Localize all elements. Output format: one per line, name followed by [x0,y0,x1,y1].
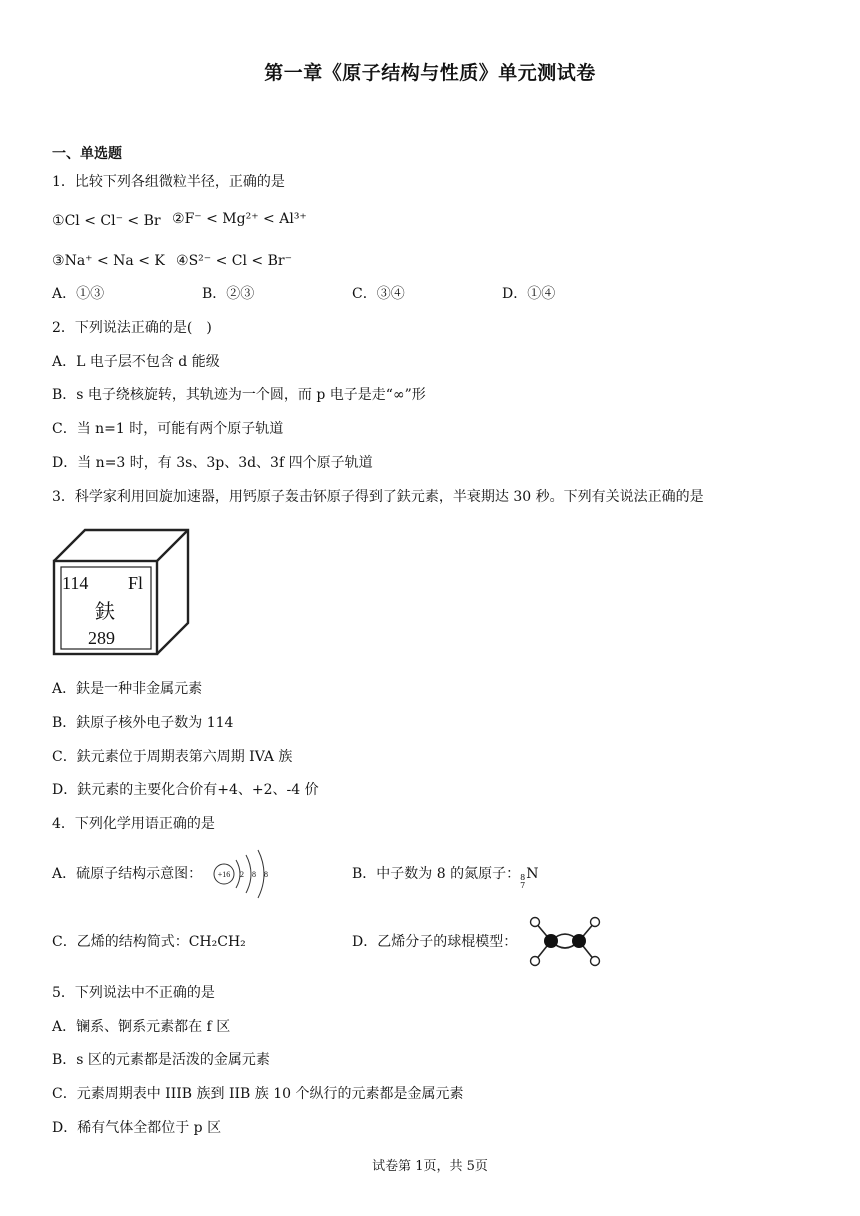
q1-option-a[interactable]: A．①③ [52,286,105,302]
q4-option-c-label: C．乙烯的结构简式： [52,934,189,950]
q5-stem: 5．下列说法中不正确的是 [52,985,215,1001]
carbon-atom-left [544,934,558,948]
q4-option-d[interactable]: D．乙烯分子的球棍模型： [352,934,518,950]
q1-item-2-mark: ② [172,211,185,227]
q5-option-a[interactable]: A．镧系、锕系元素都在 f 区 [52,1019,231,1035]
q1-item-1-formula: Cl < Cl⁻ < Br [64,213,161,229]
q3-option-c[interactable]: C．鈇元素位于周期表第六周期 IVA 族 [52,749,293,765]
q2-stem: 2．下列说法正确的是( ) [52,320,212,336]
q1-option-b[interactable]: B．②③ [202,286,255,302]
sulfur-atom-diagram [212,848,274,900]
q5-option-d[interactable]: D．稀有气体全都位于 p 区 [52,1120,222,1136]
element-atomic-number: 114 [62,573,89,593]
hydrogen-atom [591,957,600,966]
q5-option-b[interactable]: B．s 区的元素都是活泼的金属元素 [52,1052,270,1068]
shell-3-electrons: 8 [264,870,268,879]
ethylene-ball-stick-model [527,914,607,968]
q4-option-b[interactable] [352,867,538,890]
element-mass-number: 289 [88,628,115,648]
q2-option-c[interactable]: C．当 n=1 时，可能有两个原子轨道 [52,421,284,437]
q2-option-b[interactable]: B．s 电子绕核旋转，其轨迹为一个圆，而 p 电子是走“∞”形 [52,387,426,403]
q1-item-1-mark: ① [52,213,65,229]
shell-2-electrons: 8 [252,870,256,879]
nucleus-charge: +16 [217,870,231,879]
hydrogen-atom [531,918,540,927]
hydrogen-atom [531,957,540,966]
isotope-symbol: N [526,866,539,882]
isotope-mass: 8 [520,873,526,882]
q1-item-3-mark: ③ [52,253,65,269]
q4-option-c[interactable] [52,935,246,949]
element-card-figure [52,528,192,658]
q1-option-c[interactable]: C．③④ [352,286,405,302]
q1-item-4-mark: ④ [176,253,189,269]
q2-option-a[interactable]: A．L 电子层不包含 d 能级 [52,354,220,370]
element-symbol: Fl [128,573,144,593]
page-footer: 试卷第 1页，共 5页 [372,1159,488,1174]
page-title: 第一章《原子结构与性质》单元测试卷 [264,62,596,84]
q4-stem: 4．下列化学用语正确的是 [52,816,215,832]
element-name: 鈇 [95,599,115,623]
q5-option-c[interactable]: C．元素周期表中 IIIB 族到 IIB 族 10 个纵行的元素都是金属元素 [52,1086,464,1102]
ethylene-formula: CH₂CH₂ [188,934,246,950]
hydrogen-atom [591,918,600,927]
isotope-numbers [520,874,525,890]
q1-item-4-formula: S²⁻ < Cl < Br⁻ [188,253,292,269]
carbon-atom-right [572,934,586,948]
q3-stem: 3．科学家利用回旋加速器，用钙原子轰击钚原子得到了鈇元素，半衰期达 30 秒。下列有关说法正确的是 [52,489,704,505]
q1-item-2 [172,212,307,226]
q3-option-d[interactable]: D．鈇元素的主要化合价有+4、+2、-4 价 [52,782,319,798]
shell-1-electrons: 2 [240,870,244,879]
q4-option-a[interactable]: A．硫原子结构示意图： [52,866,203,882]
q4-option-b-label: B．中子数为 8 的氮原子： [352,866,521,882]
q2-option-d[interactable]: D．当 n=3 时，有 3s、3p、3d、3f 四个原子轨道 [52,455,373,471]
section-heading: 一、单选题 [52,146,122,162]
q1-item-4 [176,254,292,268]
q1-item-2-formula: F⁻ < Mg²⁺ < Al³⁺ [184,211,307,227]
q1-item-1 [52,214,161,228]
q3-option-b[interactable]: B．鈇原子核外电子数为 114 [52,715,234,731]
q1-stem: 1．比较下列各组微粒半径，正确的是 [52,174,285,190]
q1-option-d[interactable]: D．①④ [502,286,556,302]
q1-item-3-formula: Na⁺ < Na < K [64,253,165,269]
q3-option-a[interactable]: A．鈇是一种非金属元素 [52,681,203,697]
isotope-atomic-number: 7 [520,881,526,890]
q1-item-3 [52,254,165,268]
